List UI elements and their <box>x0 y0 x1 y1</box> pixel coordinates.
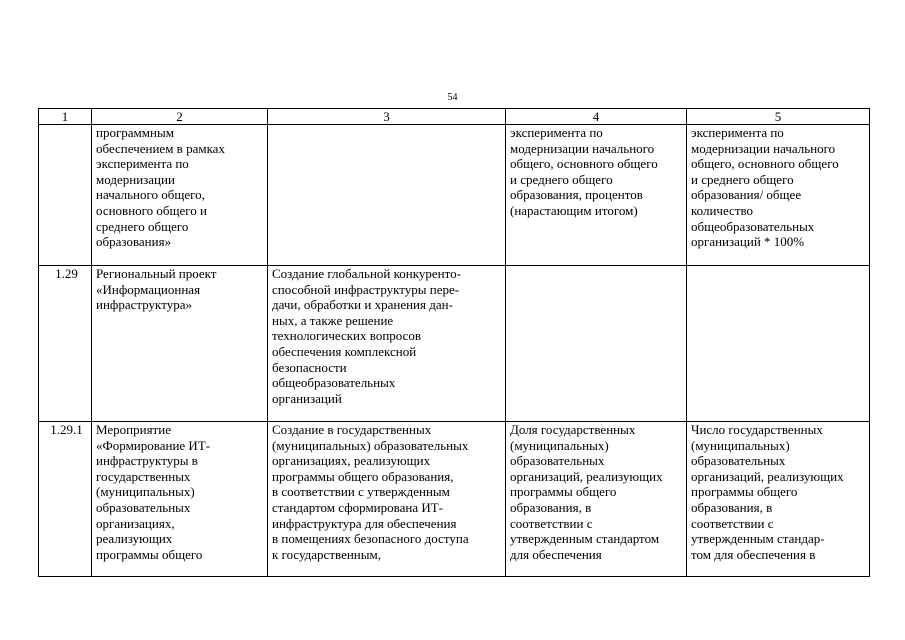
row-number <box>39 125 92 266</box>
indicator-cell: Доля государственных (муниципальных) образовательных организаций, реализующих программы общего образования, в соответствии с утвержденным стандартом для обеспечения <box>506 422 687 577</box>
table-row <box>39 125 870 266</box>
header-row <box>39 109 870 125</box>
column-header-2: 2 <box>92 109 268 125</box>
method-cell: эксперимента по модернизации начального общего, основного общего и среднего общего образования/ общее количество общеобразовательных организаций * 100% <box>687 125 870 266</box>
column-header-1: 1 <box>39 109 92 125</box>
column-header-5: 5 <box>687 109 870 125</box>
data-table <box>38 108 870 577</box>
description-cell <box>268 125 506 266</box>
page-number: 54 <box>447 92 458 103</box>
indicator-cell: эксперимента по модернизации начального общего, основного общего и среднего общего образования, процентов (нарастающим итогом) <box>506 125 687 266</box>
description-cell: Создание глобальной конкуренто- способной инфраструктуры пере- дачи, обработки и хранения дан- ных, а также решение технологических вопросов обеспечения комплексной безопасности общеобразовательных организаций <box>268 266 506 422</box>
name-cell: Мероприятие «Формирование ИТ- инфраструктуры в государственных (муниципальных) образовательных организациях, реализующих программы общего <box>92 422 268 577</box>
column-header-3: 3 <box>268 109 506 125</box>
name-cell: программным обеспечением в рамках эксперимента по модернизации начального общего, основного общего и среднего общего образования» <box>92 125 268 266</box>
method-cell: Число государственных (муниципальных) образовательных организаций, реализующих программы общего образования, в соответствии с утвержденным стандар- том для обеспечения в <box>687 422 870 577</box>
row-number: 1.29.1 <box>39 422 92 577</box>
table-row <box>39 422 870 577</box>
description-cell: Создание в государственных (муниципальных) образовательных организациях, реализующих программы общего образования, в соответствии с утвержденным стандартом сформирована ИТ- инфраструктура для обеспечения в помещениях безопасного доступа к государственным, <box>268 422 506 577</box>
method-cell <box>687 266 870 422</box>
indicator-cell <box>506 266 687 422</box>
table-row <box>39 266 870 422</box>
name-cell: Региональный проект «Информационная инфраструктура» <box>92 266 268 422</box>
column-header-4: 4 <box>506 109 687 125</box>
row-number: 1.29 <box>39 266 92 422</box>
